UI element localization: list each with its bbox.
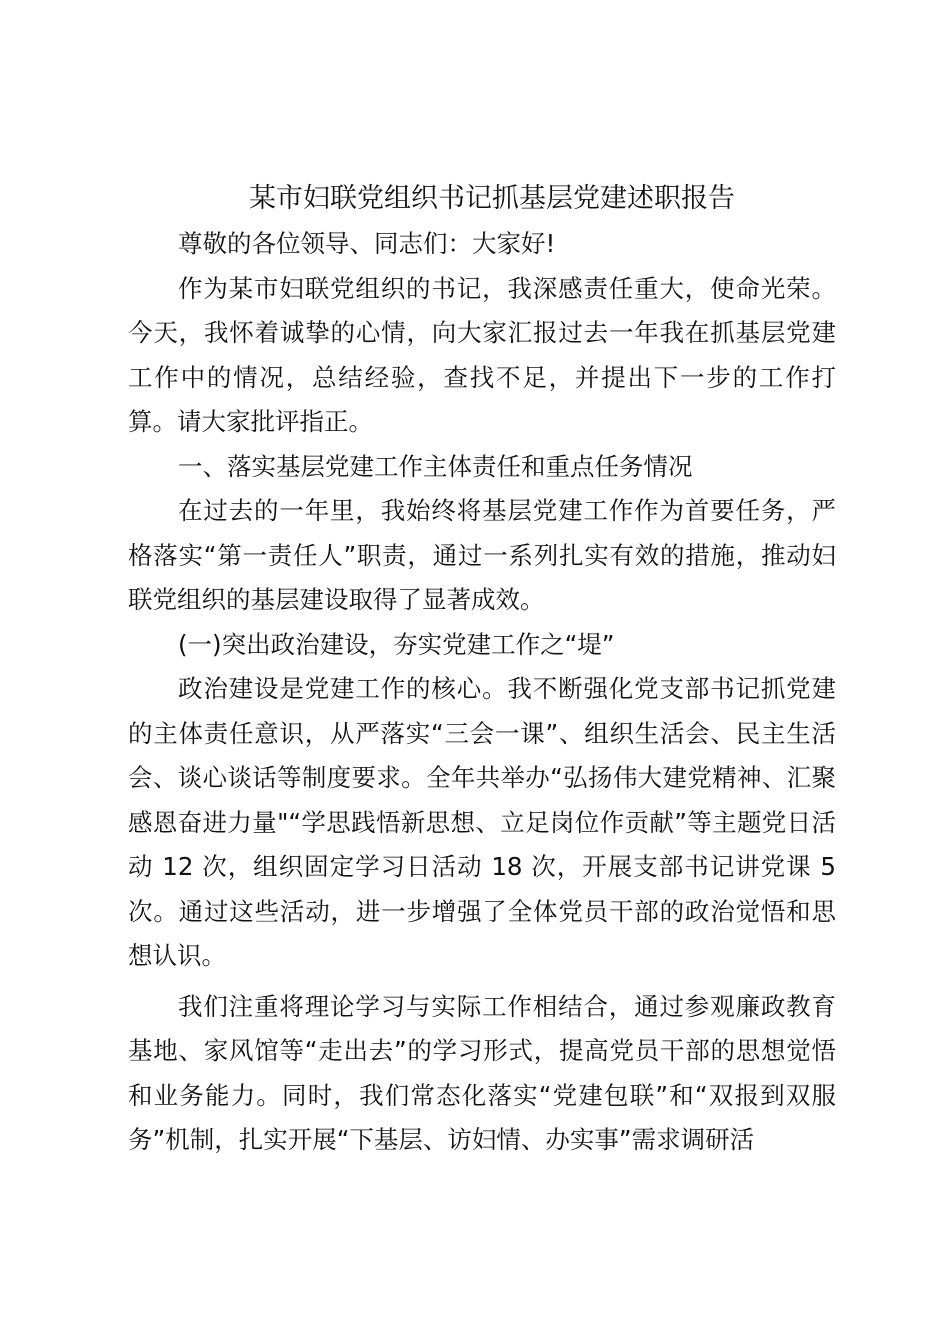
salutation-paragraph: 尊敬的各位领导、同志们：大家好! — [178, 229, 556, 258]
section-heading-1: 一、落实基层党建工作主体责任和重点任务情况 — [178, 451, 693, 481]
document-body — [128, 176, 836, 1163]
document-title: 某市妇联党组织书记抓基层党建述职报告 — [249, 183, 735, 214]
section-1-paragraph: 在过去的一年里，我始终将基层党建工作作为首要任务，严格落实“第一责任人”职责，通过一系列扎实有效的措施，推动妇联党组织的基层建设取得了显著成效。 — [128, 496, 836, 614]
intro-paragraph: 作为某市妇联党组织的书记，我深感责任重大，使命光荣。今天，我怀着诚挚的心情，向大家汇报过去一年我在抓基层党建工作中的情况，总结经验，查找不足，并提出下一步的工作打算。请大家批评指正。 — [128, 273, 836, 436]
subsection-heading-1: (一)突出政治建设，夯实党建工作之“堤” — [178, 629, 615, 659]
theory-practice-paragraph: 我们注重将理论学习与实际工作相结合，通过参观廉政教育基地、家风馆等“走出去”的学习形式，提高党员干部的思想觉悟和业务能力。同时，我们常态化落实“党建包联”和“双报到双服务”机制，扎实开展“下基层、访妇情、办实事”需求调研活 — [128, 991, 836, 1154]
political-building-paragraph: 政治建设是党建工作的核心。我不断强化党支部书记抓党建的主体责任意识，从严落实“三会一课”、组织生活会、民主生活会、谈心谈话等制度要求。全年共举办“弘扬伟大建党精神、汇聚感恩奋进力量"“学思践悟新思想、立足岗位作贡献”等主题党日活动 12 次，组织固定学习日活动 18 次，开展支部书记讲党课 5 次。通过这些活动，进一步增强了全体党员干部的政治觉悟和思想认识。 — [128, 674, 836, 970]
